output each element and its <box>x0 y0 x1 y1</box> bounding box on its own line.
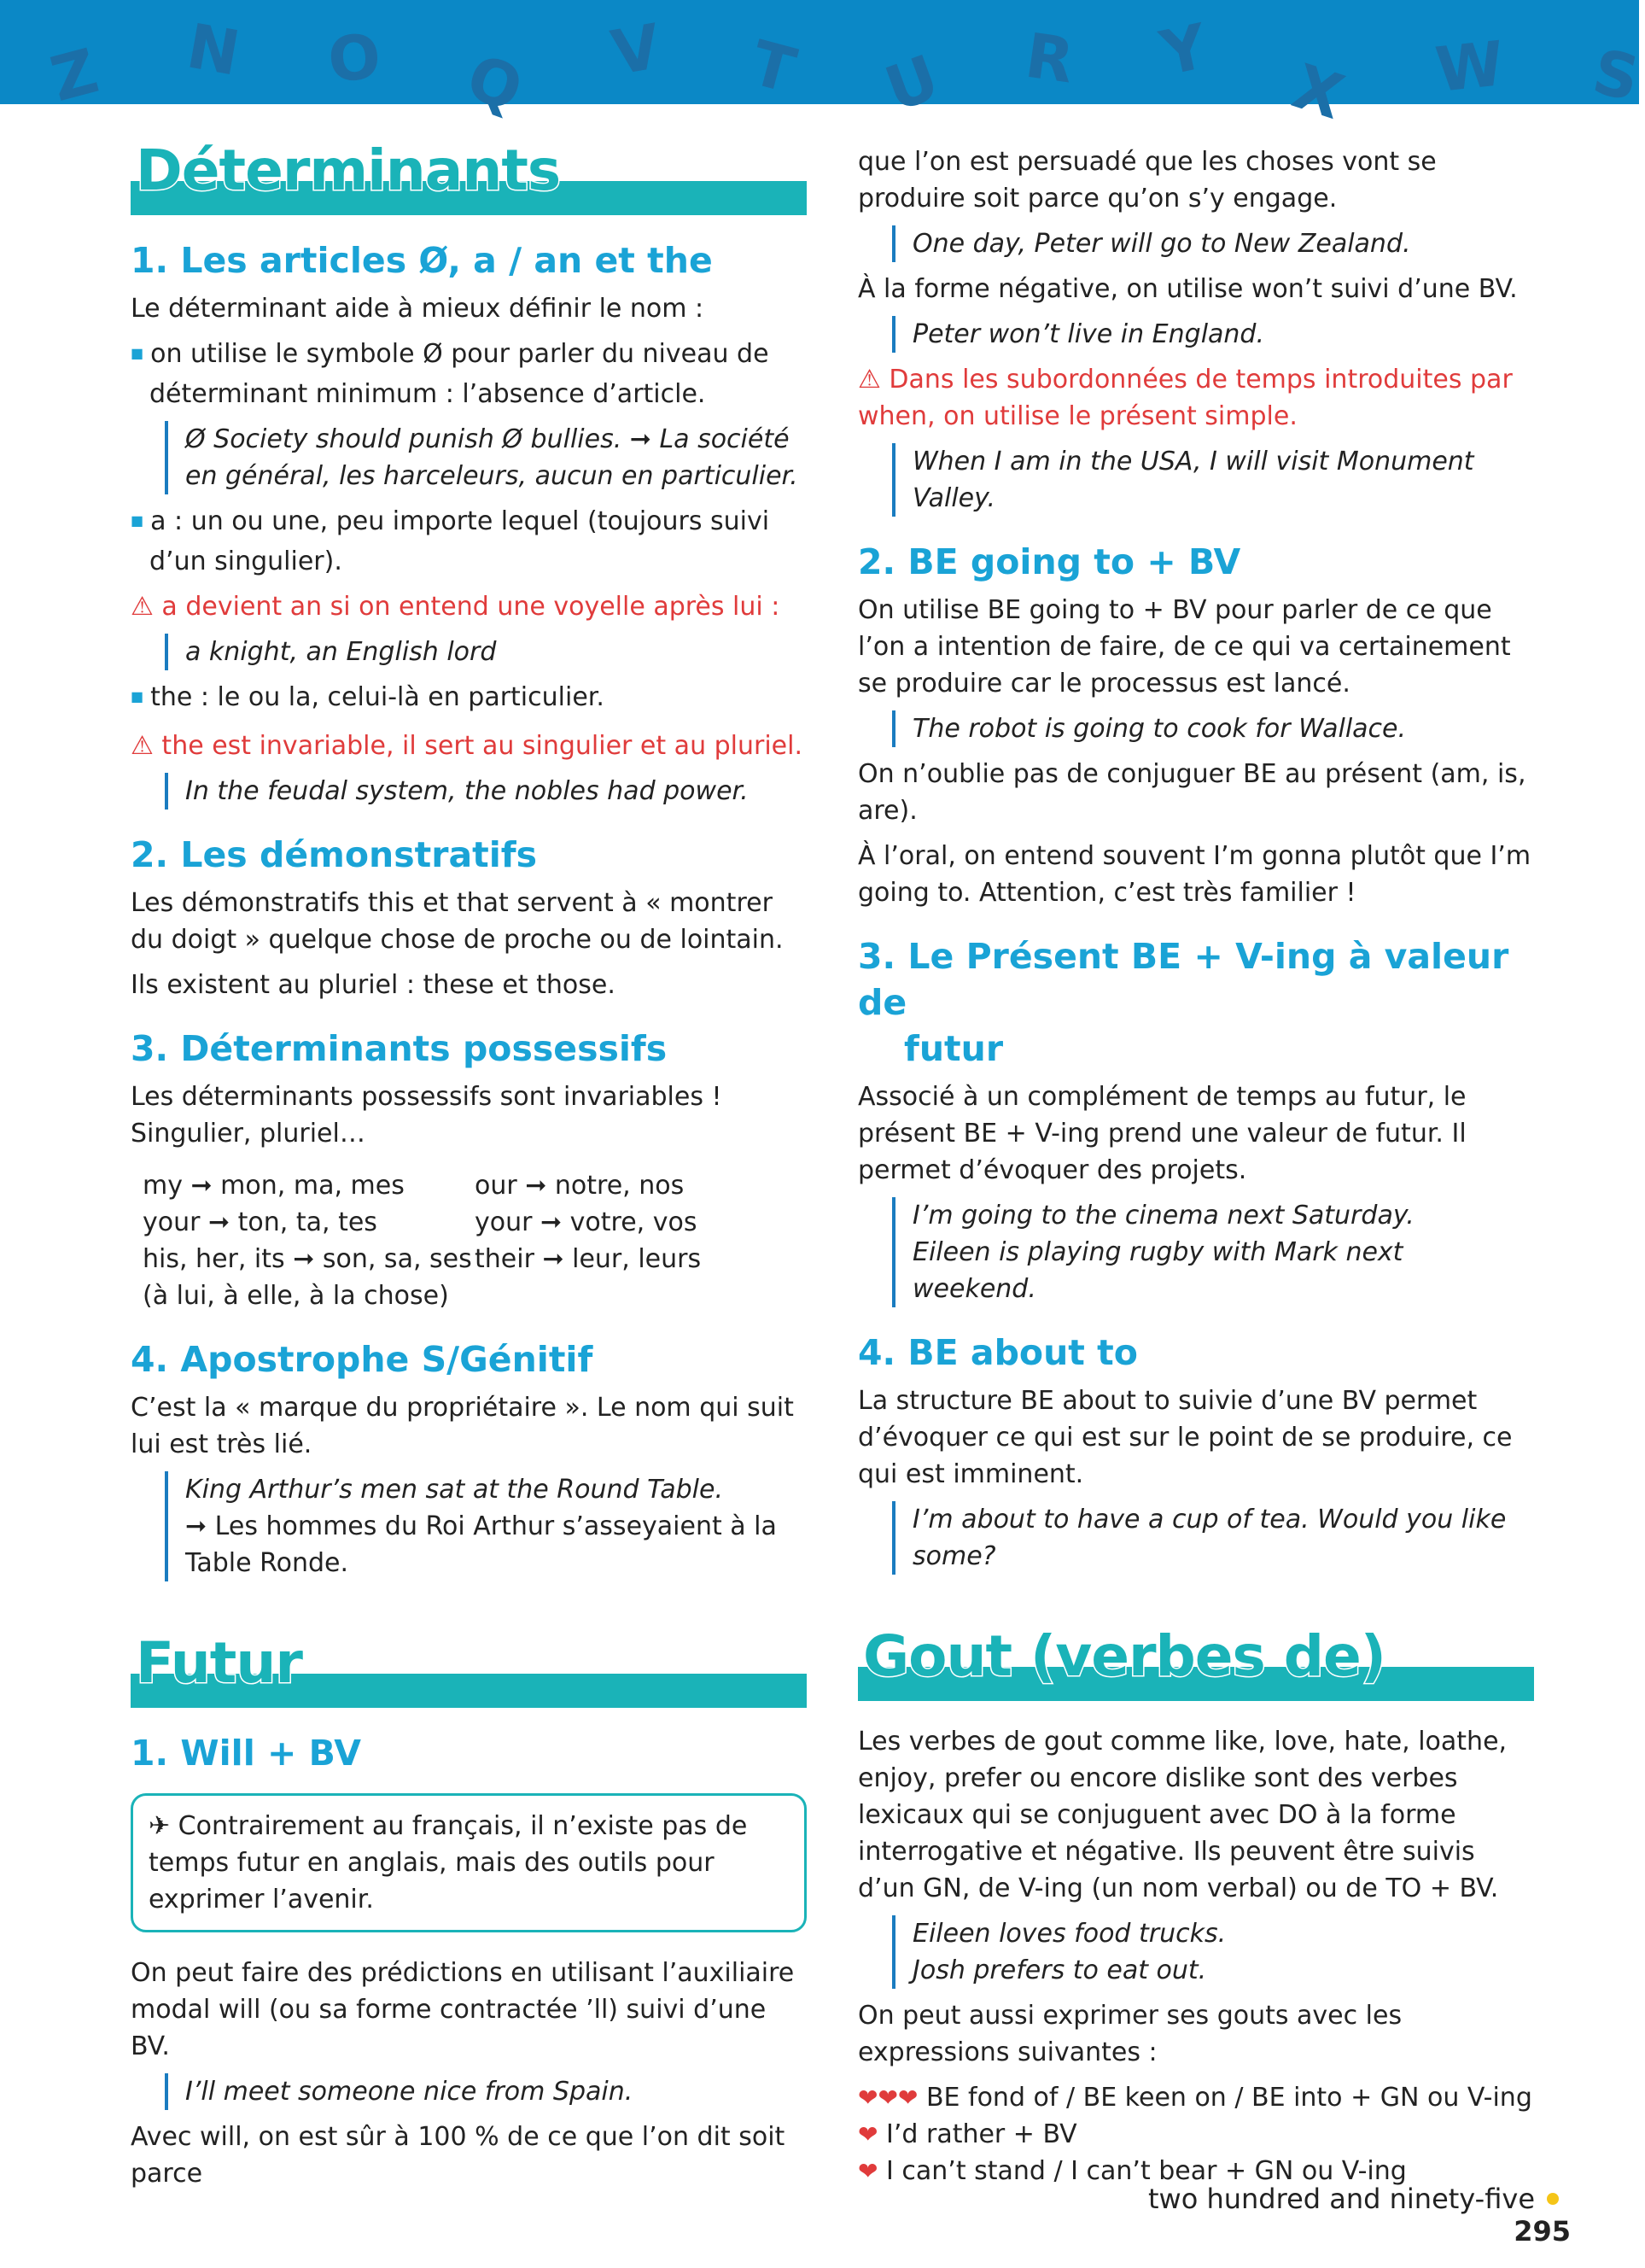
example-line: King Arthur’s men sat at the Round Table. <box>185 1475 724 1505</box>
list-item <box>858 2079 1534 2116</box>
band-letter: T <box>744 26 803 107</box>
example-line: I’m going to the cinema next Saturday. <box>913 1201 1415 1230</box>
section-futur <box>131 1629 807 1715</box>
paragraph: La structure BE about to suivie d’une BV permet d’évoquer ce qui est sur le point de se produire, ce qui est imminent. <box>858 1386 1513 1489</box>
poss-row: your ➞ votre, vos <box>475 1207 697 1237</box>
footer-dot <box>1547 2193 1559 2205</box>
footer-text: two hundred and ninety-five <box>1147 2183 1535 2215</box>
bullet-item: ■ a : un ou une, peu importe lequel (toujours suivi d’un singulier). <box>131 503 807 580</box>
poss-row: (à lui, à elle, à la chose) <box>143 1281 449 1311</box>
section-title: Futur <box>136 1630 302 1696</box>
band-letter: R <box>1021 19 1078 97</box>
warning-text: ⚠ Dans les subordonnées de temps introduites par when, on utilise le présent simple. <box>858 365 1513 431</box>
heading-present-ing: 3. Le Présent BE + V-ing à valeur de <box>858 936 1509 1023</box>
heading-will: 1. Will + BV <box>131 1733 361 1774</box>
paragraph: À la forme négative, on utilise won’t suivi d’une BV. <box>858 274 1518 304</box>
band-letter: O <box>324 20 383 96</box>
bullet-item: ■ on utilise le symbole Ø pour parler du niveau de déterminant minimum : l’absence d’article. <box>131 336 807 412</box>
page-number: 295 <box>1514 2215 1571 2248</box>
band-letter: S <box>1586 35 1645 115</box>
example-block: I’ll meet someone nice from Spain. <box>165 2073 807 2110</box>
heading-articles: 1. Les articles Ø, a / an et the <box>131 240 713 281</box>
paragraph: On peut aussi exprimer ses gouts avec les expressions suivantes : <box>858 2001 1403 2067</box>
page-footer <box>1127 2183 1571 2248</box>
top-letter-band <box>0 0 1645 133</box>
paragraph: Avec will, on est sûr à 100 % de ce que l’on dit soit parce <box>131 2122 785 2189</box>
poss-row: our ➞ notre, nos <box>475 1171 685 1201</box>
heading-demonstratifs: 2. Les démonstratifs <box>131 834 538 875</box>
example-block: Ø Society should punish Ø bullies. ➞ La société en général, les harceleurs, aucun en particulier. <box>165 421 807 494</box>
band-letter: Q <box>458 40 532 126</box>
poss-row: my ➞ mon, ma, mes <box>143 1171 405 1201</box>
paragraph: C’est la « marque du propriétaire ». Le nom qui suit lui est très lié. <box>131 1393 794 1459</box>
note-box: ✈ Contrairement au français, il n’existe pas de temps futur en anglais, mais des outils pour exprimer l’avenir. <box>131 1793 807 1932</box>
paragraph: Les déterminants possessifs sont invariables ! Singulier, pluriel… <box>131 1082 722 1149</box>
possessive-table <box>143 1167 807 1314</box>
example-line: Eileen is playing rugby with Mark next weekend. <box>913 1237 1403 1304</box>
list-text: I’d rather + BV <box>886 2119 1077 2149</box>
example-block <box>165 1471 807 1581</box>
paragraph: Les démonstratifs this et that servent à « montrer du doigt » quelque chose de proche ou de lointain. <box>131 888 784 955</box>
paragraph: Associé à un complément de temps au futur, le présent BE + V-ing prend une valeur de futur. Il permet d’évoquer des projets. <box>858 1082 1467 1185</box>
example-block: Peter won’t live in England. <box>892 316 1534 353</box>
possessive-col-1 <box>143 1167 475 1314</box>
example-block: When I am in the USA, I will visit Monument Valley. <box>892 443 1534 517</box>
poss-row: his, her, its ➞ son, sa, ses <box>143 1244 472 1274</box>
example-block <box>892 1915 1534 1989</box>
band-letter: Y <box>1154 9 1213 90</box>
band-letter: Z <box>44 34 106 116</box>
example-block <box>892 1197 1534 1307</box>
band-letter: W <box>1432 27 1508 106</box>
heart-icon: ❤❤❤ <box>858 2084 919 2112</box>
paragraph: On peut faire des prédictions en utilisant l’auxiliaire modal will (ou sa forme contractée ’ll) suivi d’une BV. <box>131 1958 795 2061</box>
paragraph: À l’oral, on entend souvent I’m gonna plutôt que I’m going to. Attention, c’est très familier ! <box>858 841 1531 908</box>
example-line: Josh prefers to eat out. <box>913 1955 1207 1985</box>
example-line: ➞ Les hommes du Roi Arthur s’asseyaient à la Table Ronde. <box>185 1511 777 1578</box>
example-block: I’m about to have a cup of tea. Would you like some? <box>892 1501 1534 1575</box>
band-letters <box>44 5 1645 133</box>
list-text: I can’t stand / I can’t bear + GN ou V-ing <box>886 2156 1407 2186</box>
left-column <box>131 137 807 2201</box>
right-column <box>858 143 1534 2189</box>
example-block: In the feudal system, the nobles had power. <box>165 773 807 810</box>
example-block: One day, Peter will go to New Zealand. <box>892 225 1534 262</box>
example-block: The robot is going to cook for Wallace. <box>892 710 1534 747</box>
section-title: Gout (verbes de) <box>863 1623 1385 1689</box>
paragraph: Ils existent au pluriel : these et those. <box>131 970 615 1000</box>
broken-heart-icon: ❤ <box>858 2157 878 2185</box>
poss-row: your ➞ ton, ta, tes <box>143 1207 377 1237</box>
list-text: BE fond of / BE keen on / BE into + GN ou V-ing <box>925 2083 1532 2113</box>
list-item <box>858 2116 1534 2153</box>
paragraph: On n’oublie pas de conjuguer BE au présent (am, is, are). <box>858 759 1526 826</box>
heading-genitif: 4. Apostrophe S/Génitif <box>131 1339 593 1380</box>
heading-going-to: 2. BE going to + BV <box>858 541 1241 582</box>
example-line: Eileen loves food trucks. <box>913 1919 1227 1949</box>
paragraph: Les verbes de gout comme like, love, hate, loathe, enjoy, prefer ou encore dislike sont des verbes lexicaux qui se conjuguent avec DO à la forme interrogative et négative. Ils peuvent être suivis d’un GN, de V-ing (un nom verbal) ou de TO + BV. <box>858 1727 1508 1903</box>
band-letter: V <box>606 9 667 90</box>
heading-possessifs: 3. Déterminants possessifs <box>131 1028 668 1069</box>
band-letter: U <box>876 40 948 126</box>
band-letter: X <box>1284 50 1352 133</box>
poss-row: their ➞ leur, leurs <box>475 1244 702 1274</box>
paragraph: que l’on est persuadé que les choses vont se produire soit parce qu’on s’y engage. <box>858 147 1437 213</box>
warning-text: ⚠ the est invariable, il sert au singulier et au pluriel. <box>131 731 803 761</box>
section-title: Déterminants <box>136 137 561 203</box>
warning-text: ⚠ a devient an si on entend une voyelle après lui : <box>131 592 780 622</box>
heart-icon: ❤ <box>858 2120 878 2148</box>
paragraph: Le déterminant aide à mieux définir le nom : <box>131 294 704 324</box>
heading-about-to: 4. BE about to <box>858 1332 1138 1373</box>
example-block: a knight, an English lord <box>165 634 807 670</box>
band-letter: N <box>182 9 246 90</box>
section-gout <box>858 1622 1534 1708</box>
bullet-item: ■ the : le ou la, celui-là en particulier. <box>131 679 807 719</box>
heading-present-ing-2: futur <box>904 1028 1004 1069</box>
paragraph: On utilise BE going to + BV pour parler de ce que l’on a intention de faire, de ce qui va certainement se produire car le processus est lancé. <box>858 595 1511 699</box>
section-determinants <box>131 137 807 222</box>
possessive-col-2 <box>475 1167 807 1314</box>
